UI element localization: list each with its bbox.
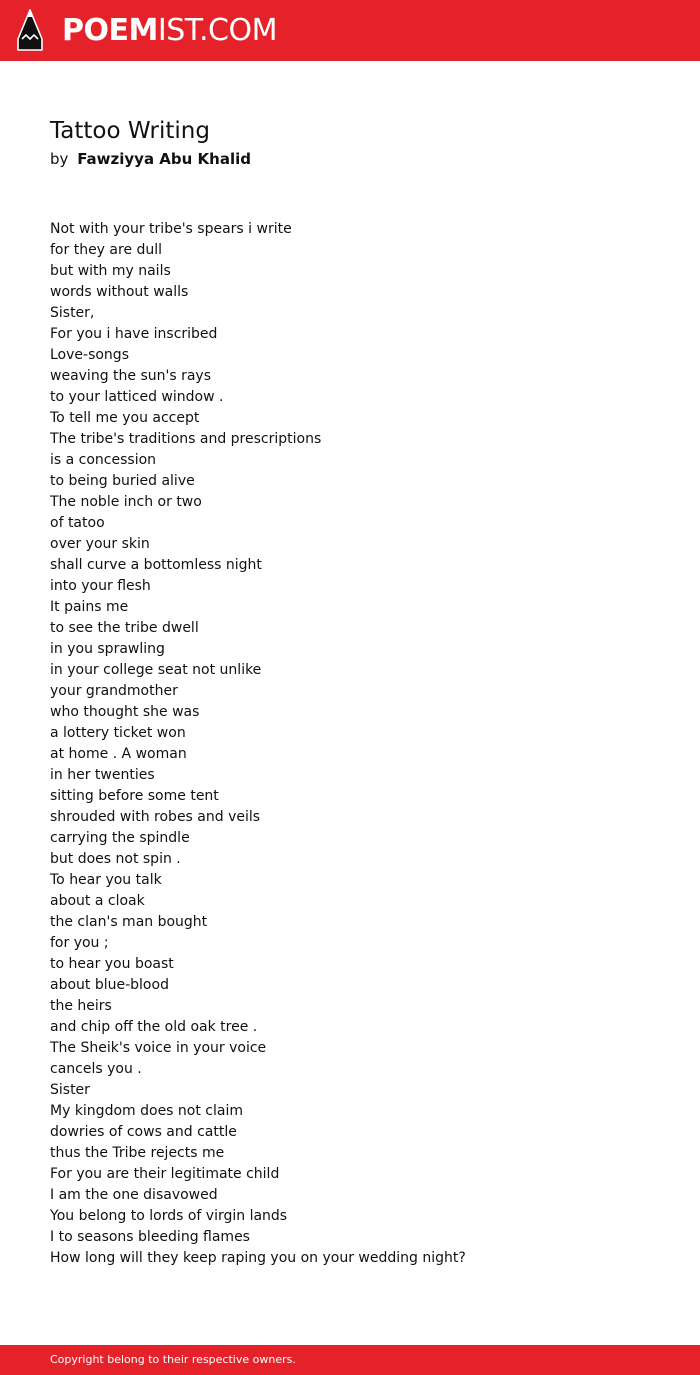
by-label: by bbox=[50, 150, 69, 168]
poem-line: is a concession bbox=[50, 452, 157, 468]
poem-line: For you i have inscribed bbox=[50, 326, 218, 342]
poem-line: Not with your tribe's spears i write bbox=[50, 221, 292, 237]
poem-line: To tell me you accept bbox=[50, 410, 200, 426]
poem-line: the heirs bbox=[50, 998, 112, 1014]
poem-line: For you are their legitimate child bbox=[50, 1166, 280, 1182]
poem-line: It pains me bbox=[50, 599, 129, 615]
poem-line: to being buried alive bbox=[50, 473, 195, 489]
poem-line: the clan's man bought bbox=[50, 914, 208, 930]
poem-line: carrying the spindle bbox=[50, 830, 190, 846]
poem-line: shall curve a bottomless night bbox=[50, 557, 262, 573]
poem-line: cancels you . bbox=[50, 1061, 142, 1077]
poem-title: Tattoo Writing bbox=[50, 118, 210, 144]
copyright-text: Copyright belong to their respective owners. bbox=[50, 1353, 296, 1366]
poem-line: for they are dull bbox=[50, 242, 163, 258]
poem-line: Sister bbox=[50, 1082, 90, 1098]
poem-line: to see the tribe dwell bbox=[50, 620, 199, 636]
poem-line: about blue-blood bbox=[50, 977, 169, 993]
site-logo[interactable] bbox=[62, 11, 277, 51]
pencil-tip-icon[interactable] bbox=[17, 9, 43, 51]
poem-line: words without walls bbox=[50, 284, 189, 300]
poem-line: dowries of cows and cattle bbox=[50, 1124, 237, 1140]
poem-line: The noble inch or two bbox=[50, 494, 202, 510]
poem-line: who thought she was bbox=[50, 704, 200, 720]
poem-line: about a cloak bbox=[50, 893, 145, 909]
poem-line: at home . A woman bbox=[50, 746, 187, 762]
poem-line: How long will they keep raping you on your wedding night? bbox=[50, 1250, 466, 1266]
poem-line: to your latticed window . bbox=[50, 389, 224, 405]
poem-line: into your flesh bbox=[50, 578, 151, 594]
poem-line: I am the one disavowed bbox=[50, 1187, 218, 1203]
poem-line: in her twenties bbox=[50, 767, 155, 783]
poem-line: My kingdom does not claim bbox=[50, 1103, 243, 1119]
poem-line: weaving the sun's rays bbox=[50, 368, 211, 384]
poem-line: You belong to lords of virgin lands bbox=[50, 1208, 288, 1224]
author-name[interactable]: Fawziyya Abu Khalid bbox=[77, 150, 251, 168]
poem-line: sitting before some tent bbox=[50, 788, 219, 804]
byline bbox=[50, 149, 251, 169]
poem-line: thus the Tribe rejects me bbox=[50, 1145, 225, 1161]
poem-line: shrouded with robes and veils bbox=[50, 809, 261, 825]
poem-line: but with my nails bbox=[50, 263, 171, 279]
brand-light-text: IST.COM bbox=[157, 13, 277, 48]
poem-line: and chip off the old oak tree . bbox=[50, 1019, 258, 1035]
site-header bbox=[0, 0, 700, 61]
poem-body bbox=[50, 219, 670, 1269]
poem-line: for you ; bbox=[50, 935, 109, 951]
poem-line: The tribe's traditions and prescriptions bbox=[50, 431, 322, 447]
poem-line: a lottery ticket won bbox=[50, 725, 186, 741]
poem-line: but does not spin . bbox=[50, 851, 181, 867]
poem-line: The Sheik's voice in your voice bbox=[50, 1040, 267, 1056]
poem-line: To hear you talk bbox=[50, 872, 162, 888]
poem-line: Love-songs bbox=[50, 347, 129, 363]
poem-line: to hear you boast bbox=[50, 956, 174, 972]
brand-bold-text: POEM bbox=[62, 13, 158, 48]
poem-line: in your college seat not unlike bbox=[50, 662, 262, 678]
poem-line: Sister, bbox=[50, 305, 95, 321]
poem-line: your grandmother bbox=[50, 683, 178, 699]
poem-line: in you sprawling bbox=[50, 641, 165, 657]
poem-line: over your skin bbox=[50, 536, 150, 552]
poem-line: I to seasons bleeding flames bbox=[50, 1229, 250, 1245]
poem-line: of tatoo bbox=[50, 515, 105, 531]
site-footer bbox=[0, 1345, 700, 1375]
